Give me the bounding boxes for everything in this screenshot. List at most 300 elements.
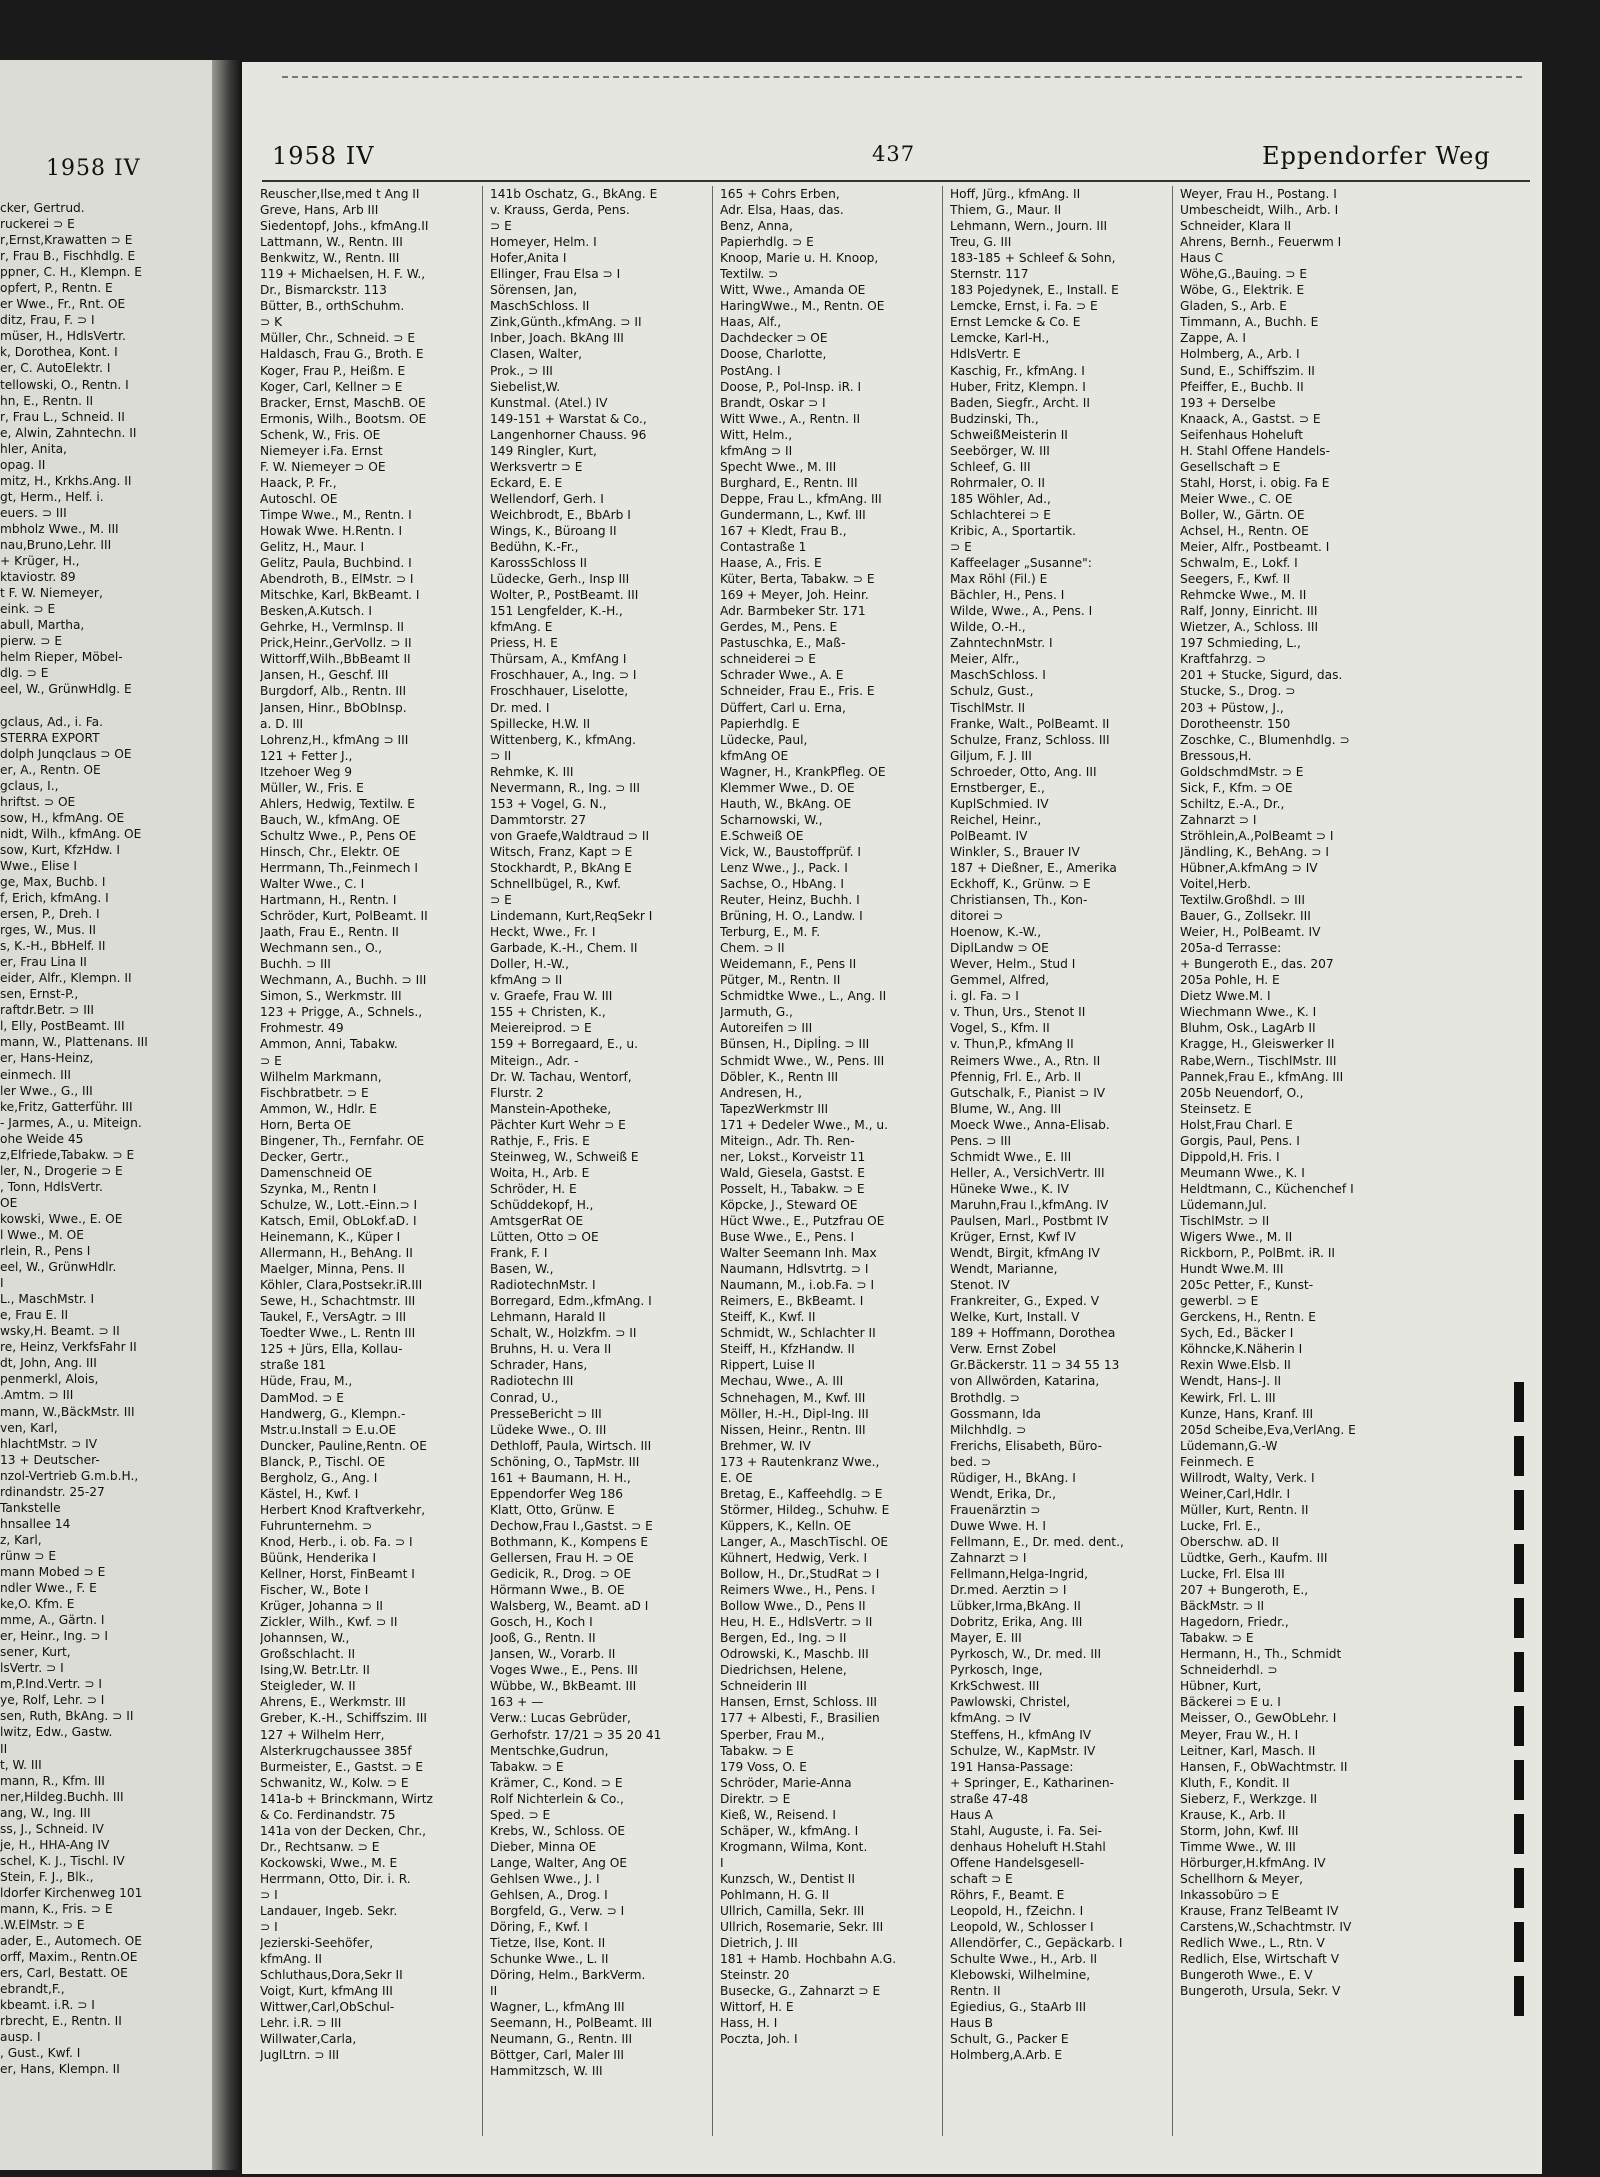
directory-entry: f, Erich, kfmAng. I: [0, 891, 109, 906]
directory-entry: Ahrens, E., Werkmstr. III: [260, 1695, 406, 1710]
directory-entry: Steffens, H., kfmAng IV: [950, 1727, 1092, 1742]
directory-entry: Contastraße 1: [720, 540, 807, 555]
directory-entry: Rolf Nichterlein & Co.,: [490, 1791, 624, 1806]
directory-entry: ZahntechnMstr. I: [950, 636, 1053, 651]
directory-entry: Fellmann,Helga-Ingrid,: [950, 1567, 1088, 1582]
directory-entry: Kaschig, Fr., kfmAng. I: [950, 363, 1085, 378]
directory-entry: Holmberg,A.Arb. E: [950, 2048, 1063, 2063]
directory-entry: er, C. AutoElektr. I: [0, 361, 111, 376]
directory-entry: Wilde, O.-H.,: [950, 620, 1026, 635]
directory-entry: Oberschw. aD. II: [1180, 1534, 1279, 1549]
directory-entry: Lübker,Irma,BkAng. II: [950, 1599, 1081, 1614]
directory-entry: Textilw. ⊃: [720, 267, 779, 282]
directory-entry: SchweißMeisterin II: [950, 427, 1068, 442]
directory-entry: Witt, Helm.,: [720, 427, 793, 442]
directory-entry: Zahnarzt ⊃ I: [1180, 812, 1257, 827]
directory-entry: Zappe, A. I: [1180, 331, 1247, 346]
directory-entry: Thiem, G., Maur. II: [950, 203, 1062, 218]
directory-entry: Leopold, W., Schlosser I: [950, 1920, 1094, 1935]
directory-entry: Böttger, Carl, Maler III: [490, 2048, 625, 2063]
directory-entry: 13 + Deutscher-: [0, 1452, 100, 1467]
directory-entry: Müller, Kurt, Rentn. II: [1180, 1502, 1309, 1517]
directory-entry: sow, Kurt, KfzHdw. I: [0, 842, 120, 857]
directory-entry: Christiansen, Th., Kon-: [950, 893, 1088, 908]
directory-entry: Brehmer, W. IV: [720, 1438, 811, 1453]
directory-entry: Burghard, E., Rentn. III: [720, 475, 858, 490]
index-mark: [1514, 1922, 1524, 1962]
directory-entry: Dr. W. Tachau, Wentorf,: [490, 1069, 632, 1084]
directory-entry: Pens. ⊃ III: [950, 1133, 1012, 1148]
directory-entry: Wittenberg, K., kfmAng.: [490, 732, 636, 747]
directory-entry: Benkwitz, W., Rentn. III: [260, 251, 400, 266]
header-rule: [262, 180, 1530, 182]
directory-entry: Buse Wwe., E., Pens. I: [720, 1230, 855, 1245]
directory-entry: Borgfeld, G., Verw. ⊃ I: [490, 1904, 625, 1919]
directory-entry: Schroeder, Otto, Ang. III: [950, 764, 1097, 779]
directory-entry: Maruhn,Frau I.,kfmAng. IV: [950, 1197, 1109, 1212]
directory-entry: Gundermann, L., Kwf. III: [720, 507, 866, 522]
directory-entry: Specht Wwe., M. III: [720, 459, 837, 474]
directory-entry: kfmAng ⊃ II: [490, 973, 563, 988]
directory-entry: nidt, Wilh., kfmAng. OE: [0, 826, 142, 841]
directory-entry: Milchhdlg. ⊃: [950, 1422, 1027, 1437]
directory-entry: Krüger, Johanna ⊃ II: [260, 1599, 384, 1614]
directory-entry: ader, E., Automech. OE: [0, 1934, 142, 1949]
directory-entry: Knaack, A., Gastst. ⊃ E: [1180, 411, 1321, 426]
book-spine: [212, 60, 242, 2170]
directory-entry: L., MaschMstr. I: [0, 1292, 95, 1307]
directory-entry: Ammon, W., Hdlr. E: [260, 1101, 377, 1116]
directory-entry: Siebelist,W.: [490, 379, 561, 394]
directory-entry: Bingener, Th., Fernfahr. OE: [260, 1133, 425, 1148]
directory-entry: H. Stahl Offene Handels-: [1180, 443, 1330, 458]
directory-entry: Herrmann, Otto, Dir. i. R.: [260, 1871, 411, 1886]
directory-entry: Howak Wwe. H.Rentn. I: [260, 523, 403, 538]
directory-entry: Seemann, H., PolBeamt. III: [490, 2016, 653, 2031]
directory-entry: TischlMstr. ⊃ II: [1180, 1214, 1270, 1228]
directory-entry: kfmAng. ⊃ IV: [950, 1711, 1031, 1726]
directory-entry: Duncker, Pauline,Rentn. OE: [260, 1438, 427, 1453]
directory-entry: ⊃ E: [950, 540, 972, 555]
directory-entry: gclaus, Ad., i. Fa.: [0, 714, 103, 729]
directory-entry: Haus C: [1180, 251, 1224, 266]
directory-entry: gt, Herm., Helf. i.: [0, 489, 104, 504]
directory-entry: penmerkl, Alois,: [0, 1372, 99, 1387]
directory-entry: Rentn. II: [950, 1984, 1001, 1999]
directory-entry: Kluth, F., Kondit. II: [1180, 1775, 1290, 1790]
directory-entry: Koger, Frau P., Heißm. E: [260, 363, 406, 378]
directory-entry: Miteign., Adr. -: [490, 1053, 579, 1068]
directory-entry: ⊃ E: [490, 219, 512, 234]
directory-entry: ers, Carl, Bestatt. OE: [0, 1966, 128, 1981]
directory-entry: 179 Voss, O. E: [720, 1759, 807, 1774]
directory-entry: Bünsen, H., Diplİng. ⊃ III: [720, 1037, 870, 1052]
directory-entry: Dobritz, Erika, Ang. III: [950, 1615, 1083, 1630]
directory-entry: Lindemann, Kurt,ReqSekr I: [490, 909, 653, 924]
column-divider: [482, 186, 483, 2136]
directory-entry: Meier, Alfr., Postbeamt. I: [1180, 540, 1330, 555]
directory-entry: Bauer, G., Zollsekr. III: [1180, 909, 1311, 924]
directory-entry: hler, Anita,: [0, 441, 67, 456]
directory-entry: Haldasch, Frau G., Broth. E: [260, 347, 424, 362]
directory-entry: Chem. ⊃ II: [720, 941, 785, 956]
directory-entry: ⊃ I: [260, 1887, 278, 1902]
directory-entry: Lange, Walter, Ang OE: [490, 1855, 628, 1870]
directory-entry: 151 Lengfelder, K.-H.,: [490, 604, 623, 619]
directory-entry: Boller, W., Gärtn. OE: [1180, 507, 1305, 522]
directory-entry: Klemmer Wwe., D. OE: [720, 780, 855, 795]
directory-entry: Wendt, Hans-J. II: [1180, 1374, 1282, 1389]
directory-entry: Max Röhl (Fil.) E: [950, 572, 1048, 587]
directory-entry: Schneider, Klara II: [1180, 219, 1292, 234]
entry-column-4: [950, 186, 1168, 2063]
directory-entry: Stockhardt, P., BkAng E: [490, 860, 632, 875]
directory-entry: Steiff, H., KfzHandw. II: [720, 1342, 855, 1357]
directory-entry: Küppers, K., Kelln. OE: [720, 1518, 852, 1533]
directory-entry: Moeck Wwe., Anna-Elisab.: [950, 1117, 1110, 1132]
directory-entry: ss, J., Schneid. IV: [0, 1821, 104, 1836]
directory-entry: Reimers Wwe., H., Pens. I: [720, 1583, 875, 1598]
directory-entry: Schäper, W., kfmAng. I: [720, 1823, 859, 1838]
directory-entry: 121 + Fetter J.,: [260, 748, 353, 763]
directory-entry: Maelger, Minna, Pens. II: [260, 1262, 405, 1277]
directory-entry: [0, 697, 212, 713]
directory-entry: Pannek,Frau E., kfmAng. III: [1180, 1069, 1344, 1084]
directory-entry: Köhncke,K.Näherin I: [1180, 1342, 1303, 1357]
directory-entry: t, W. III: [0, 1757, 42, 1772]
directory-entry: kfmAng OE: [720, 748, 789, 763]
directory-entry: tellowski, O., Rentn. I: [0, 377, 129, 392]
directory-entry: Woita, H., Arb. E: [490, 1165, 590, 1180]
directory-entry: Krause, K., Arb. II: [1180, 1807, 1286, 1822]
directory-entry: ler, N., Drogerie ⊃ E: [0, 1163, 123, 1178]
directory-entry: Odrowski, K., Maschb. III: [720, 1647, 869, 1662]
directory-entry: Priess, H. E: [490, 636, 558, 651]
directory-entry: Prok., ⊃ III: [490, 363, 553, 378]
directory-entry: Haase, A., Fris. E: [720, 556, 822, 571]
directory-entry: Bretag, E., Kaffeehdlg. ⊃ E: [720, 1486, 883, 1501]
directory-entry: Wöbe, G., Elektrik. E: [1180, 283, 1305, 298]
index-mark: [1514, 1652, 1524, 1692]
directory-entry: Schult, G., Packer E: [950, 2032, 1069, 2047]
directory-entry: Storm, John, Kwf. III: [1180, 1823, 1299, 1838]
directory-entry: Pastuschka, E., Maß-: [720, 636, 846, 651]
directory-entry: Egiedius, G., StaArb III: [950, 2000, 1087, 2015]
directory-entry: ⊃ K: [260, 315, 283, 330]
directory-entry: müser, H., HdlsVertr.: [0, 329, 126, 344]
directory-entry: Gelitz, Paula, Buchbind. I: [260, 556, 412, 571]
directory-entry: Naumann, M., i.ob.Fa. ⊃ I: [720, 1278, 875, 1293]
directory-entry: Schenk, W., Fris. OE: [260, 427, 381, 442]
directory-entry: Mentschke,Gudrun,: [490, 1743, 609, 1758]
directory-entry: Andresen, H.,: [720, 1085, 803, 1100]
directory-entry: Toedter Wwe., L. Rentn III: [260, 1326, 416, 1341]
directory-entry: Bedühn, K.-Fr.,: [490, 540, 579, 555]
directory-entry: 173 + Rautenkranz Wwe.,: [720, 1454, 880, 1469]
directory-entry: Winkler, S., Brauer IV: [950, 844, 1080, 859]
directory-entry: Wilhelm Markmann,: [260, 1069, 382, 1084]
directory-entry: Jarmuth, G.,: [720, 1005, 793, 1020]
directory-entry: Gr.Bäckerstr. 11 ⊃ 34 55 13: [950, 1358, 1120, 1373]
directory-entry: r,Ernst,Krawatten ⊃ E: [0, 233, 133, 248]
directory-entry: Autoreifen ⊃ III: [720, 1021, 813, 1036]
directory-entry: Döring, Helm., BarkVerm.: [490, 1968, 646, 1983]
directory-entry: 183 Pojedynek, E., Install. E: [950, 283, 1119, 298]
directory-entry: Steinsetz. E: [1180, 1101, 1252, 1116]
directory-entry: Doller, H.-W.,: [490, 957, 569, 972]
directory-entry: Gesellschaft ⊃ E: [1180, 459, 1281, 474]
directory-entry: 191 Hansa-Passage:: [950, 1759, 1074, 1774]
directory-entry: gewerbl. ⊃ E: [1180, 1294, 1259, 1309]
directory-entry: Schlachterei ⊃ E: [950, 507, 1052, 522]
directory-entry: Miteign., Adr. Th. Ren-: [720, 1133, 855, 1148]
directory-entry: nzol-Vertrieb G.m.b.H.,: [0, 1468, 139, 1483]
directory-entry: MaschSchloss. I: [950, 668, 1046, 683]
directory-entry: Weidemann, F., Pens II: [720, 957, 857, 972]
left-page-entries: [0, 200, 212, 2077]
directory-entry: k, Dorothea, Kont. I: [0, 345, 118, 360]
page-number: 437: [872, 142, 916, 166]
index-mark: [1514, 1436, 1524, 1476]
directory-entry: + Springer, E., Katharinen-: [950, 1775, 1114, 1790]
directory-entry: Mitschke, Karl, BkBeamt. I: [260, 588, 420, 603]
index-mark: [1514, 1382, 1524, 1422]
directory-entry: Heller, A., VersichVertr. III: [950, 1165, 1105, 1180]
directory-entry: mme, A., Gärtn. I: [0, 1613, 105, 1628]
directory-entry: KarossSchloss II: [490, 556, 587, 571]
directory-entry: Basen, W.,: [490, 1262, 554, 1277]
directory-entry: eel, W., GrünwHdlg. E: [0, 682, 132, 697]
directory-entry: 123 + Prigge, A., Schnels.,: [260, 1005, 423, 1020]
directory-entry: Tabakw. ⊃ E: [490, 1759, 564, 1774]
directory-entry: ke,Fritz, Gatterführ. III: [0, 1099, 133, 1114]
directory-entry: 149-151 + Warstat & Co.,: [490, 411, 647, 426]
directory-entry: Conrad, U.,: [490, 1390, 559, 1405]
directory-entry: Johannsen, W.,: [260, 1631, 350, 1646]
directory-entry: Sörensen, Jan,: [490, 283, 578, 298]
directory-entry: ye, Rolf, Lehr. ⊃ I: [0, 1693, 105, 1708]
directory-entry: Gerhofstr. 17/21 ⊃ 35 20 41: [490, 1727, 662, 1742]
directory-entry: mann, R., Kfm. III: [0, 1773, 105, 1788]
directory-entry: Pohlmann, H. G. II: [720, 1887, 830, 1902]
directory-entry: Witsch, Franz, Kapt ⊃ E: [490, 844, 633, 859]
directory-entry: Simon, S., Werkmstr. III: [260, 989, 402, 1004]
directory-entry: Burmeister, E., Gastst. ⊃ E: [260, 1759, 424, 1774]
directory-entry: Welke, Kurt, Install. V: [950, 1310, 1080, 1325]
directory-entry: Deppe, Frau L., kfmAng. III: [720, 491, 882, 506]
directory-entry: Willrodt, Walty, Verk. I: [1180, 1470, 1315, 1485]
directory-entry: Schulte Wwe., H., Arb. II: [950, 1952, 1098, 1967]
directory-entry: Feinmech. E: [1180, 1454, 1255, 1469]
directory-entry: ohe Weide 45: [0, 1131, 84, 1146]
directory-entry: lwitz, Edw., Gastw.: [0, 1725, 113, 1740]
directory-entry: 205d Scheibe,Eva,VerlAng. E: [1180, 1422, 1356, 1437]
directory-entry: straße 47-48: [950, 1791, 1029, 1806]
directory-entry: Schulze, W., KapMstr. IV: [950, 1743, 1096, 1758]
directory-entry: 161 + Baumann, H. H.,: [490, 1470, 631, 1485]
directory-entry: Küter, Berta, Tabakw. ⊃ E: [720, 572, 875, 587]
directory-entry: Hübner, Kurt,: [1180, 1679, 1262, 1694]
directory-entry: Dieber, Minna OE: [490, 1839, 597, 1854]
directory-entry: Nissen, Heinr., Rentn. III: [720, 1422, 866, 1437]
directory-entry: ang, W., Ing. III: [0, 1805, 91, 1820]
directory-entry: Hinsch, Chr., Elektr. OE: [260, 844, 400, 859]
directory-entry: Treu, G. III: [950, 235, 1012, 250]
directory-entry: Budzinski, Th.,: [950, 411, 1039, 426]
directory-entry: Schröder, Marie-Anna: [720, 1775, 852, 1790]
directory-entry: KuplSchmied. IV: [950, 796, 1049, 811]
directory-entry: wsky,H. Beamt. ⊃ II: [0, 1324, 120, 1339]
directory-entry: Scharnowski, W.,: [720, 812, 823, 827]
directory-entry: Dietz Wwe.M. I: [1180, 989, 1271, 1004]
directory-entry: PresseBericht ⊃ III: [490, 1406, 602, 1421]
directory-entry: ditorei ⊃: [950, 909, 1004, 924]
directory-entry: Frankreiter, G., Exped. V: [950, 1294, 1100, 1309]
directory-entry: Schröder, H. E: [490, 1181, 577, 1196]
directory-entry: Redlich Wwe., L., Rtn. V: [1180, 1936, 1325, 1951]
directory-entry: Timme Wwe., W. III: [1180, 1839, 1296, 1854]
directory-entry: Voitel,Herb.: [1180, 877, 1252, 892]
directory-entry: Vogel, S., Kfm. II: [950, 1021, 1050, 1036]
directory-entry: Walter Seemann Inh. Max: [720, 1246, 877, 1261]
directory-entry: e, Frau E. II: [0, 1308, 69, 1323]
directory-entry: Bütter, B., orthSchuhm.: [260, 299, 405, 314]
directory-entry: Dr. med. I: [490, 700, 550, 715]
directory-entry: Katsch, Emil, ObLokf.aD. I: [260, 1214, 417, 1228]
directory-entry: Schneiderin III: [720, 1679, 807, 1694]
directory-entry: Schmidt Wwe., E. III: [950, 1149, 1072, 1164]
directory-entry: Hermann, H., Th., Schmidt: [1180, 1647, 1342, 1662]
directory-entry: Schöning, O., TapMstr. III: [490, 1454, 640, 1469]
directory-entry: Pyrkosch, W., Dr. med. III: [950, 1647, 1102, 1662]
directory-entry: Gerckens, H., Rentn. E: [1180, 1310, 1316, 1325]
directory-entry: Ullrich, Rosemarie, Sekr. III: [720, 1920, 884, 1935]
directory-entry: Knod, Herb., i. ob. Fa. ⊃ I: [260, 1534, 413, 1549]
directory-entry: cker, Gertrud.: [0, 201, 85, 215]
directory-entry: ner, Lokst., Korveistr 11: [720, 1149, 866, 1164]
directory-entry: Frerichs, Elisabeth, Büro-: [950, 1438, 1102, 1453]
directory-entry: 193 + Derselbe: [1180, 395, 1276, 410]
directory-entry: kowski, Wwe., E. OE: [0, 1211, 123, 1226]
directory-entry: ⊃ I: [260, 1920, 278, 1935]
directory-entry: Rippert, Luise II: [720, 1358, 815, 1373]
directory-entry: dlg. ⊃ E: [0, 666, 49, 681]
directory-entry: Seifenhaus Hoheluft: [1180, 427, 1304, 442]
directory-entry: Pütger, M., Rentn. II: [720, 973, 841, 988]
directory-entry: Wendt, Marianne,: [950, 1262, 1058, 1277]
index-mark: [1514, 1760, 1524, 1800]
directory-entry: Kieß, W., Reisend. I: [720, 1807, 837, 1822]
directory-entry: Naumann, Hdlsvtrtg. ⊃ I: [720, 1262, 869, 1277]
directory-entry: Rehmke, K. III: [490, 764, 574, 779]
index-mark: [1514, 1976, 1524, 2016]
directory-entry: Bluhm, Osk., LagArb II: [1180, 1021, 1316, 1036]
directory-entry: Redlich, Else, Wirtschaft V: [1180, 1952, 1340, 1967]
directory-entry: Terburg, E., M. F.: [720, 925, 821, 940]
directory-entry: Schüddekopf, H.,: [490, 1197, 594, 1212]
directory-entry: Jezierski-Seehöfer,: [260, 1936, 374, 1951]
directory-entry: .W.ElMstr. ⊃ E: [0, 1918, 85, 1933]
directory-entry: Blume, W., Ang. III: [950, 1101, 1062, 1116]
directory-entry: Schellhorn & Meyer,: [1180, 1871, 1303, 1886]
directory-entry: 155 + Christen, K.,: [490, 1005, 606, 1020]
directory-entry: Buchh. ⊃ III: [260, 957, 331, 972]
directory-entry: I: [0, 1276, 4, 1291]
directory-entry: Voigt, Kurt, kfmAng III: [260, 1984, 393, 1999]
entry-column-5: [1180, 186, 1398, 1999]
directory-entry: 207 + Bungeroth, E.,: [1180, 1583, 1309, 1598]
directory-entry: Rexin Wwe.Elsb. II: [1180, 1358, 1291, 1373]
directory-entry: Jansen, Hinr., BbObInsp.: [260, 700, 407, 715]
directory-entry: 127 + Wilhelm Herr,: [260, 1727, 385, 1742]
directory-entry: 203 + Püstow, J.,: [1180, 700, 1284, 715]
directory-entry: Lehmann, Harald II: [490, 1310, 606, 1325]
directory-entry: Wübbe, W., BkBeamt. III: [490, 1679, 637, 1694]
directory-entry: 153 + Vogel, G. N.,: [490, 796, 607, 811]
directory-entry: Wechmann, A., Buchh. ⊃ III: [260, 973, 427, 988]
directory-entry: Sick, F., Kfm. ⊃ OE: [1180, 780, 1293, 795]
directory-entry: Hundt Wwe.M. III: [1180, 1262, 1284, 1277]
directory-entry: Reimers, E., BkBeamt. I: [720, 1294, 864, 1309]
directory-entry: Schneiderhdl. ⊃: [1180, 1663, 1278, 1678]
directory-entry: 119 + Michaelsen, H. F. W.,: [260, 267, 426, 282]
directory-entry: Brandt, Oskar ⊃ I: [720, 395, 826, 410]
directory-entry: mann, W.,BäckMstr. III: [0, 1404, 135, 1419]
directory-entry: Dachdecker ⊃ OE: [720, 331, 828, 346]
directory-entry: Rüdiger, H., BkAng. I: [950, 1470, 1076, 1485]
directory-entry: Siedentopf, Johs., kfmAng.II: [260, 219, 429, 234]
index-mark: [1514, 1544, 1524, 1584]
directory-entry: Dr., Rechtsanw. ⊃ E: [260, 1839, 380, 1854]
column-divider: [942, 186, 943, 2136]
directory-entry: Borregard, Edm.,kfmAng. I: [490, 1294, 652, 1309]
directory-entry: Eckard, E. E: [490, 475, 563, 490]
directory-entry: Gellersen, Frau H. ⊃ OE: [490, 1550, 634, 1565]
directory-entry: AmtsgerRat OE: [490, 1214, 584, 1228]
directory-entry: Ahlers, Hedwig, Textilw. E: [260, 796, 416, 811]
directory-entry: Müller, Chr., Schneid. ⊃ E: [260, 331, 416, 346]
directory-entry: Wittorff,Wilh.,BbBeamt II: [260, 652, 411, 667]
directory-entry: Hauth, W., BkAng. OE: [720, 796, 852, 811]
directory-entry: Greve, Hans, Arb III: [260, 203, 379, 218]
directory-entry: e, Alwin, Zahntechn. II: [0, 425, 137, 440]
directory-entry: Willwater,Carla,: [260, 2032, 357, 2047]
directory-entry: II: [490, 1984, 498, 1999]
directory-entry: Gehrke, H., VermInsp. II: [260, 620, 405, 635]
directory-entry: 159 + Borregaard, E., u.: [490, 1037, 638, 1052]
directory-entry: Düffert, Carl u. Erna,: [720, 700, 846, 715]
directory-entry: Schluthaus,Dora,Sekr II: [260, 1968, 403, 1983]
directory-entry: Sewe, H., Schachtmstr. III: [260, 1294, 416, 1309]
directory-entry: re, Heinz, VerkfsFahr II: [0, 1340, 137, 1355]
directory-entry: 197 Schmieding, L.,: [1180, 636, 1301, 651]
directory-entry: dt, John, Ang. III: [0, 1356, 97, 1371]
directory-entry: Witt Wwe., A., Rentn. II: [720, 411, 861, 426]
directory-entry: Ralf, Jonny, Einricht. III: [1180, 604, 1318, 619]
directory-entry: Blanck, P., Tischl. OE: [260, 1454, 386, 1469]
directory-entry: Krüger, Ernst, Kwf IV: [950, 1230, 1076, 1245]
edge-index-marks: [1514, 1382, 1534, 2030]
directory-entry: 141a von der Decken, Chr.,: [260, 1823, 427, 1838]
directory-entry: Brothdlg. ⊃: [950, 1390, 1020, 1405]
directory-entry: Zickler, Wilh., Kwf. ⊃ II: [260, 1615, 398, 1630]
directory-entry: Röhrs, F., Beamt. E: [950, 1887, 1065, 1902]
directory-entry: Carstens,W.,Schachtmstr. IV: [1180, 1920, 1352, 1935]
directory-entry: Hübner,A.kfmAng ⊃ IV: [1180, 860, 1318, 875]
directory-entry: Klebowski, Wilhelmine,: [950, 1968, 1091, 1983]
directory-entry: Duwe Wwe. H. I: [950, 1518, 1047, 1533]
directory-entry: Verw. Ernst Zobel: [950, 1342, 1057, 1357]
